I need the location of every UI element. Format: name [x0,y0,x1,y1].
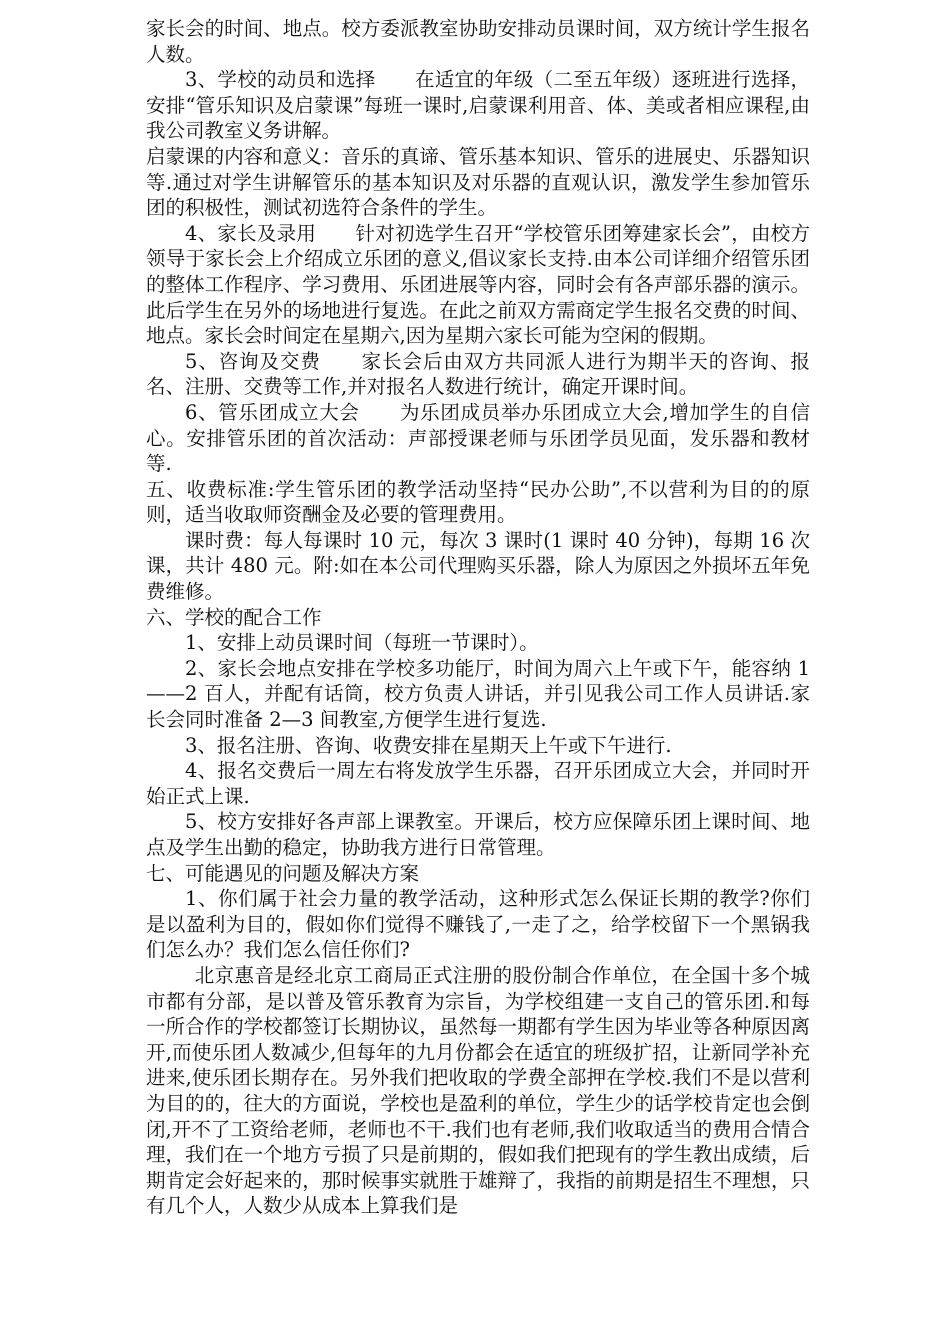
paragraph-7: 五、收费标准:学生管乐团的教学活动坚持“民办公助”,不以营利为目的的原则，适当收取师资酬金及必要的管理费用。 [146,477,810,527]
paragraph-3: 启蒙课的内容和意义：音乐的真谛、管乐基本知识、管乐的进展史、乐器知识等.通过对学生讲解管乐的基本知识及对乐器的直观认识，激发学生参加管乐团的积极性，测试初选符合条件的学生。 [146,144,810,220]
paragraph-17: 北京惠音是经北京工商局正式注册的股份制合作单位，在全国十多个城市都有分部，是以普及管乐教育为宗旨，为学校组建一支自己的管乐团.和每一所合作的学校都签订长期协议，虽然每一期都有学生因为毕业等各种原因离开,而使乐团人数减少,但每年的九月份都会在适宜的班级扩招，让新同学补充进来,使乐团长期存在。另外我们把收取的学费全部押在学校.我们不是以营利为目的的，往大的方面说，学校也是盈利的单位，学生少的话学校肯定也会倒闭,开不了工资给老师，老师也不干.我们也有老师,我们收取适当的费用合情合理，我们在一个地方亏损了只是前期的，假如我们把现有的学生教出成绩，后期肯定会好起来的，那时候事实就胜于雄辩了，我指的前期是招生不理想，只有几个人，人数少从成本上算我们是 [146,963,810,1218]
document-page [146,16,810,1219]
paragraph-16: 1、你们属于社会力量的教学活动，这种形式怎么保证长期的教学?你们是以盈利为目的，假如你们觉得不赚钱了,一走了之，给学校留下一个黑锅我们怎么办？我们怎么信任你们? [146,887,810,962]
paragraph-10: 1、安排上动员课时间（每班一节课时）。 [185,631,539,655]
paragraph-8: 课时费：每人每课时 10 元，每次 3 课时(1 课时 40 分钟)，每期 16 次课，共计 480 元。附:如在本公司代理购买乐器，除人为原因之外损坏五年免费维修。 [146,528,810,604]
paragraph-12: 3、报名注册、咨询、收费安排在星期天上午或下午进行. [185,733,672,757]
section-heading-7: 七、可能遇见的问题及解决方案 [146,861,420,885]
section-heading-6: 六、学校的配合工作 [146,605,322,629]
paragraph-11: 2、家长会地点安排在学校多功能厅，时间为周六上午或下午，能容纳 1——2 百人，并配有话筒，校方负责人讲话，并引见我公司工作人员讲话.家长会同时准备 2—3 间教室,方便学生进行复选. [146,656,810,732]
paragraph-2: 3、学校的动员和选择 在适宜的年级（二至五年级）逐班进行选择，安排“管乐知识及启蒙课”每班一课时,启蒙课利用音、体、美或者相应课程,由我公司教室义务讲解。 [146,68,810,143]
paragraph-13: 4、报名交费后一周左右将发放学生乐器，召开乐团成立大会，并同时开始正式上课. [146,759,810,808]
paragraph-14: 5、校方安排好各声部上课教室。开课后，校方应保障乐团上课时间、地点及学生出勤的稳定，协助我方进行日常管理。 [146,810,810,859]
paragraph-5: 5、咨询及交费 家长会后由双方共同派人进行为期半天的咨询、报名、注册、交费等工作,并对报名人数进行统计，确定开课时间。 [146,349,810,399]
paragraph-4: 4、家长及录用 针对初选学生召开“学校管乐团筹建家长会”，由校方领导于家长会上介绍成立乐团的意义,倡议家长支持.由本公司详细介绍管乐团的整体工作程序、学习费用、乐团进展等内容，同时会有各声部乐器的演示。此后学生在另外的场地进行复选。在此之前双方需商定学生报名交费的时间、地点。家长会时间定在星期六,因为星期六家长可能为空闲的假期。 [146,221,810,348]
paragraph-6: 6、管乐团成立大会 为乐团成员举办乐团成立大会,增加学生的自信心。安排管乐团的首次活动：声部授课老师与乐团学员见面，发乐器和教材等. [146,400,810,476]
paragraph-1: 家长会的时间、地点。校方委派教室协助安排动员课时间，双方统计学生报名人数。 [146,17,810,66]
